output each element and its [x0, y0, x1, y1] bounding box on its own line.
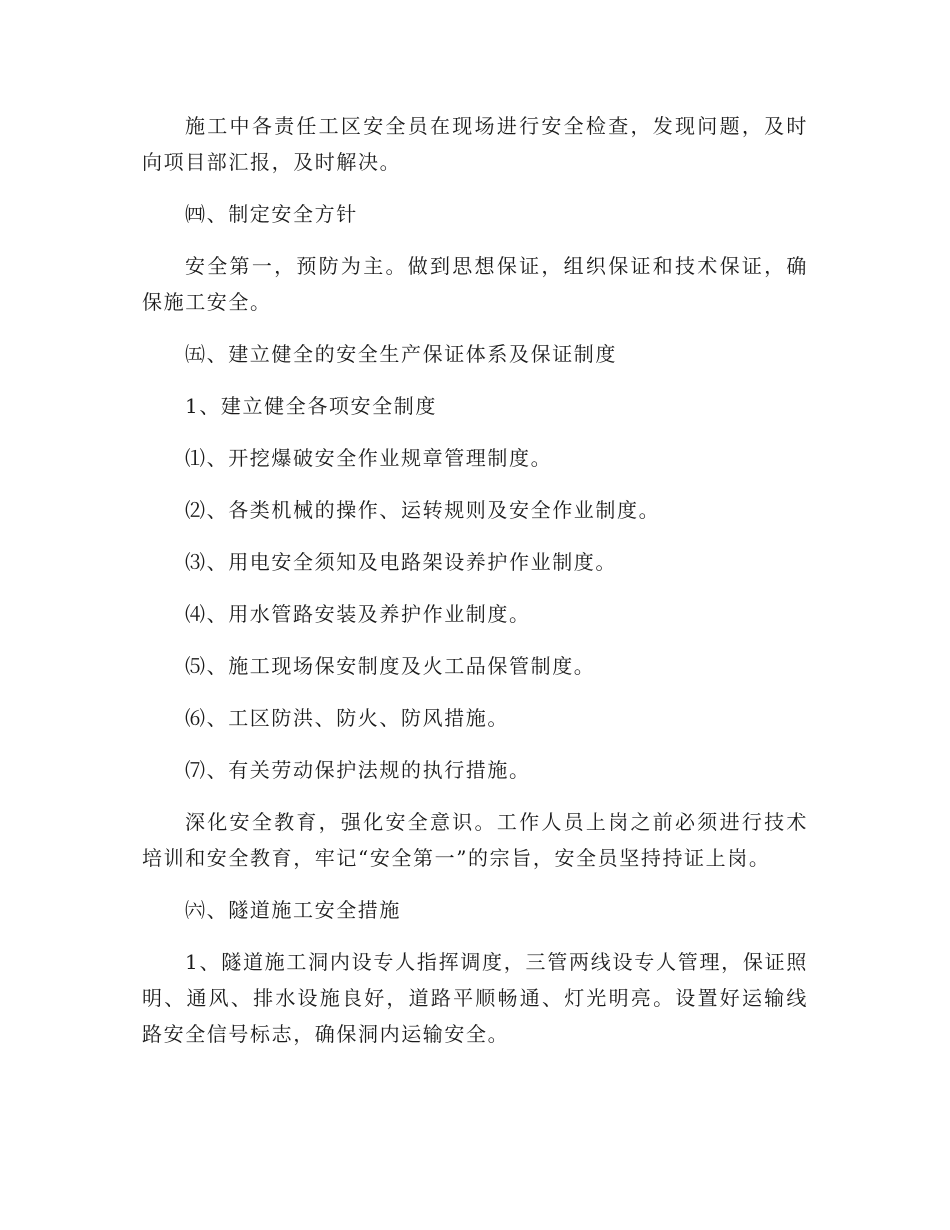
list-item-rule-7: ⑺、有关劳动保护法规的执行措施。: [185, 758, 531, 782]
paragraph-tunnel-dispatch: 1、隧道施工洞内设专人指挥调度，三管两线设专人管理，保证照明、通风、排水设施良好，道路平顺畅通、灯光明亮。设置好运输线路安全信号标志，确保洞内运输安全。: [142, 950, 808, 1046]
list-item-rule-5: ⑸、施工现场保安制度及火工品保管制度。: [185, 654, 596, 678]
list-item-rule-1: ⑴、开挖爆破安全作业规章管理制度。: [185, 446, 553, 470]
heading-safety-system: ㈤、建立健全的安全生产保证体系及保证制度: [185, 342, 617, 366]
paragraph-safety-first: 安全第一，预防为主。做到思想保证，组织保证和技术保证，确保施工安全。: [142, 254, 808, 314]
heading-safety-policy: ㈣、制定安全方针: [185, 202, 358, 226]
heading-safety-rules: 1、建立健全各项安全制度: [185, 394, 437, 418]
paragraph-safety-education: 深化安全教育，强化安全意识。工作人员上岗之前必须进行技术培训和安全教育，牢记“安全第一”的宗旨，安全员坚持持证上岗。: [142, 810, 808, 870]
paragraph-safety-inspection: 施工中各责任工区安全员在现场进行安全检查，发现问题，及时向项目部汇报，及时解决。: [142, 114, 808, 174]
list-item-rule-3: ⑶、用电安全须知及电路架设养护作业制度。: [185, 550, 617, 574]
heading-tunnel-safety: ㈥、隧道施工安全措施: [185, 898, 401, 922]
document-page: [142, 108, 808, 1068]
list-item-rule-6: ⑹、工区防洪、防火、防风措施。: [185, 706, 509, 730]
list-item-rule-4: ⑷、用水管路安装及养护作业制度。: [185, 602, 531, 626]
list-item-rule-2: ⑵、各类机械的操作、运转规则及安全作业制度。: [185, 498, 661, 522]
